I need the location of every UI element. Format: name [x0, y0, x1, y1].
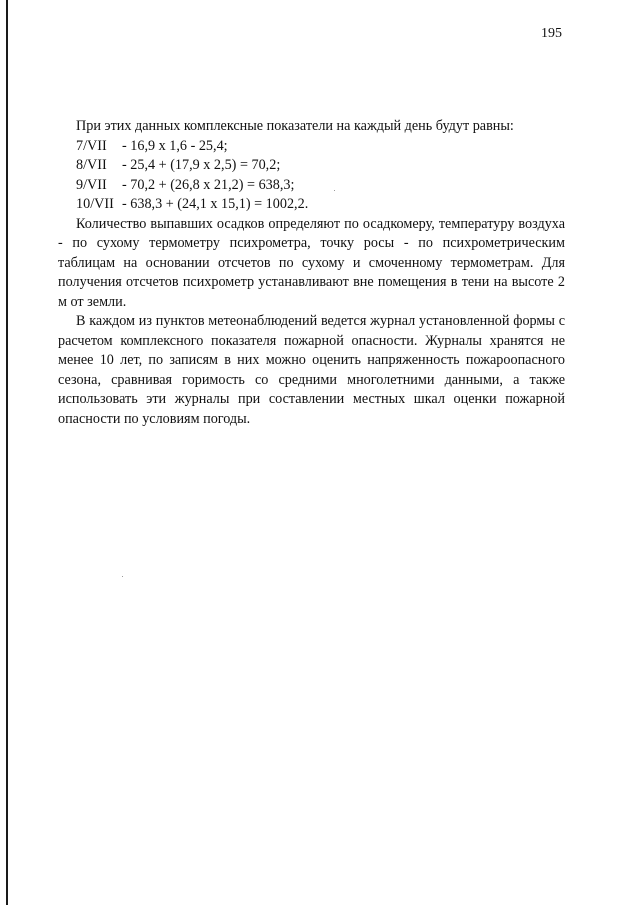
calculation-date: 7/VII [76, 137, 107, 154]
calculation-date: 9/VII [76, 176, 107, 193]
scan-speck [122, 576, 123, 577]
paragraph-journals: В каждом из пунктов метеонаблюдений ведется журнал установленной формы с расчетом комплексного показателя пожарной опасности. Журналы хранятся не менее 10 лет, по записям в них можно оценить напряженность пожароопасного сезона, сравнивая горимость со средними многолетними данными, а также использовать эти журналы при составлении местных шкал оценки пожарной опасности по условиям погоды. [58, 313, 565, 427]
calculation-expression: - 16,9 x 1,6 - 25,4; [122, 137, 228, 154]
calculation-date: 8/VII [76, 157, 107, 173]
scan-binding-edge [6, 0, 8, 905]
calculation-expression: - 25,4 + (17,9 x 2,5) = 70,2; [122, 157, 281, 173]
calculation-expression: - 638,3 + (24,1 x 15,1) = 1002,2. [122, 196, 309, 212]
calculation-date: 10/VII [76, 196, 114, 212]
calculation-expression: - 70,2 + (26,8 x 21,2) = 638,3; [122, 176, 295, 193]
page-number: 195 [541, 26, 562, 41]
intro-line: При этих данных комплексные показатели на каждый день будут равны: [76, 118, 514, 134]
calculation-row [58, 137, 565, 157]
calculation-list [58, 137, 565, 215]
paragraph-measurements: Количество выпавших осадков определяют по осадкомеру, температуру воздуха - по сухому термометру психрометра, точку росы - по психрометрическим таблицам на основании отсчетов по сухому и смоченному термометрам. Для получения отсчетов психрометр устанавливают вне помещения в тени на высоте 2 м от земли. [58, 215, 565, 310]
calculation-row [58, 195, 565, 215]
calculation-row [58, 156, 565, 176]
page-body [58, 117, 565, 429]
calculation-row [58, 176, 565, 196]
